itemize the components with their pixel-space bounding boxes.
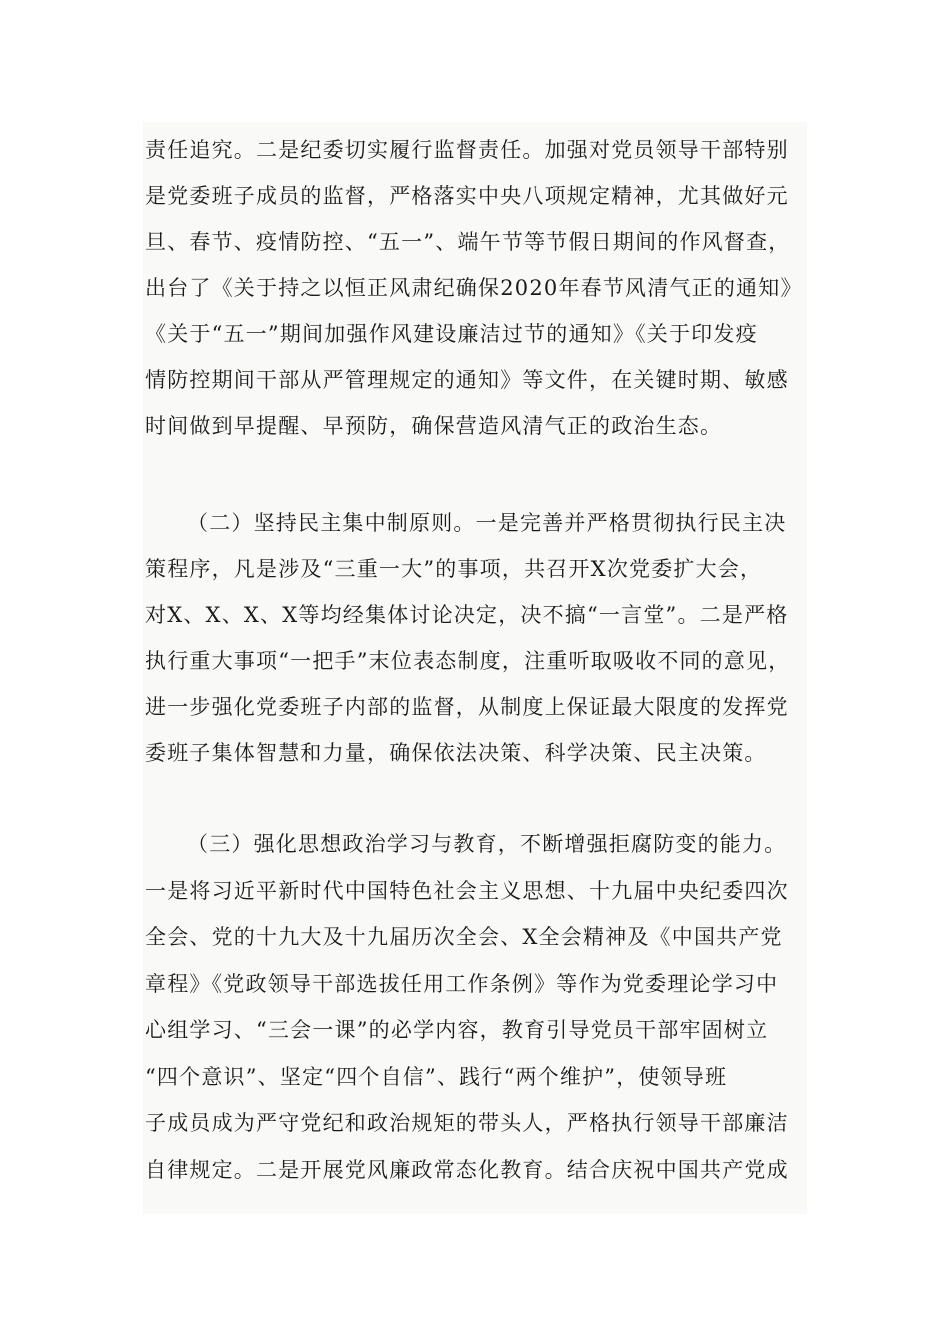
text-line: 时间做到早提醒、早预防，确保营造风清气正的政治生态。 <box>145 414 723 438</box>
text-line: 对X、X、X、X等均经集体讨论决定，决不搞“一言堂”。二是严格 <box>145 603 789 627</box>
text-line: 执行重大事项“一把手”末位表态制度，注重听取吸收不同的意见， <box>145 649 791 673</box>
paragraph-heading-2: （二）坚持民主集中制原则。一是完善并严格贯彻执行民主决 <box>187 511 787 535</box>
text-line: 旦、春节、疫情防控、“五一”、端午节等节假日期间的作风督查， <box>145 230 791 254</box>
text-line: “四个意识”、坚定“四个自信”、践行“两个维护”，使领导班 <box>145 1065 728 1089</box>
text-line: 出台了《关于持之以恒正风肃纪确保2020年春节风清气正的通知》 <box>145 276 803 300</box>
text-line: 情防控期间干部从严管理规定的通知》等文件，在关键时期、敏感 <box>145 368 789 392</box>
text-line: 子成员成为严守党纪和政治规矩的带头人，严格执行领导干部廉洁 <box>145 1111 789 1135</box>
text-line: 心组学习、“三会一课”的必学内容，教育引导党员干部牢固树立 <box>145 1018 769 1042</box>
text-line: 自律规定。二是开展党风廉政常态化教育。结合庆祝中国共产党成 <box>145 1158 789 1182</box>
text-line: 章程》《党政领导干部选拔任用工作条例》等作为党委理论学习中 <box>145 972 779 996</box>
text-line: 是党委班子成员的监督，严格落实中央八项规定精神，尤其做好元 <box>145 184 789 208</box>
text-line: 一是将习近平新时代中国特色社会主义思想、十九届中央纪委四次 <box>145 879 789 903</box>
text-line: 全会、党的十九大及十九届历次全会、X全会精神及《中国共产党 <box>145 925 783 949</box>
paragraph-heading-3: （三）强化思想政治学习与教育，不断增强拒腐防变的能力。 <box>187 832 787 856</box>
text-line: 策程序，凡是涉及“三重一大”的事项，共召开X次党委扩大会， <box>145 557 763 581</box>
text-line: 进一步强化党委班子内部的监督，从制度上保证最大限度的发挥党 <box>145 695 789 719</box>
text-line: 《关于“五一”期间加强作风建设廉洁过节的通知》《关于印发疫 <box>145 322 758 346</box>
text-line: 责任追究。二是纪委切实履行监督责任。加强对党员领导干部特别 <box>145 138 789 162</box>
text-line: 委班子集体智慧和力量，确保依法决策、科学决策、民主决策。 <box>145 741 767 765</box>
